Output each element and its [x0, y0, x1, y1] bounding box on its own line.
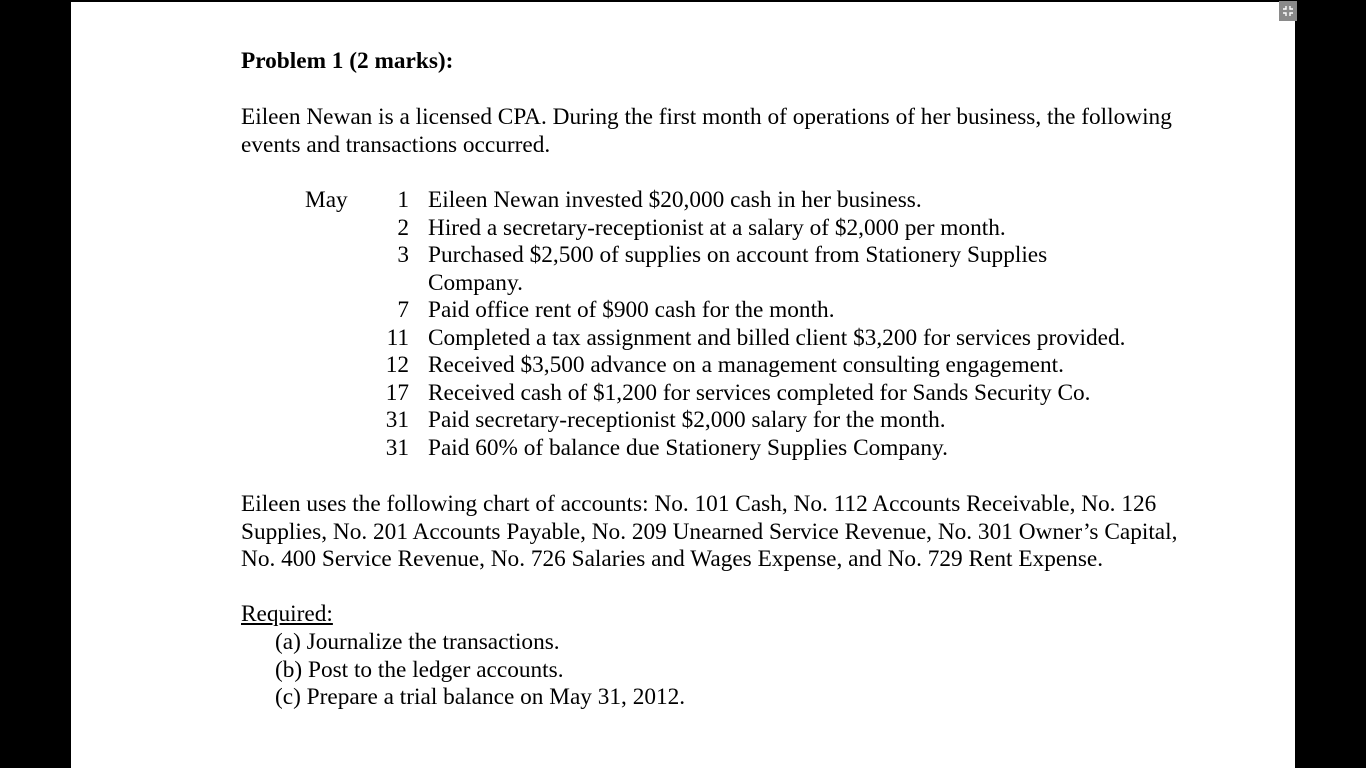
intro-line: Eileen Newan is a licensed CPA. During the first month of operations of her business, the following: [241, 104, 1172, 130]
transaction-description: Hired a secretary-receptionist at a salary of $2,000 per month.: [428, 214, 1006, 241]
transaction-description: Paid office rent of $900 cash for the month.: [428, 297, 835, 323]
fullscreen-exit-icon: [1282, 5, 1294, 17]
chart-of-accounts-line: No. 400 Service Revenue, No. 726 Salaries and Wages Expense, and No. 729 Rent Expense.: [241, 546, 1104, 572]
transaction-description: Paid 60% of balance due Stationery Supplies Company.: [428, 434, 948, 461]
transaction-description: Received cash of $1,200 for services completed for Sands Security Co.: [428, 379, 1091, 406]
transaction-description: Eileen Newan invested $20,000 cash in her business.: [428, 187, 922, 213]
required-item: (b) Post to the ledger accounts.: [275, 656, 564, 683]
transaction-description: Purchased $2,500 of supplies on account from Stationery Supplies Company.: [428, 242, 1048, 296]
transaction-day: 7: [397, 297, 409, 323]
chart-of-accounts-line: Eileen uses the following chart of accounts: No. 101 Cash, No. 112 Accounts Receivable, No. 126: [241, 491, 1157, 517]
problem-title: Problem 1 (2 marks):: [241, 48, 454, 74]
required-item: (a) Journalize the transactions.: [275, 629, 560, 655]
transaction-description: Received $3,500 advance on a management consulting engagement.: [428, 352, 1064, 378]
transaction-day: 31: [385, 407, 409, 433]
required-item: (c) Prepare a trial balance on May 31, 2012.: [275, 684, 686, 710]
chart-of-accounts-paragraph: [241, 491, 1226, 574]
transaction-day: 11: [386, 324, 409, 351]
transaction-day: 12: [385, 352, 409, 378]
transaction-day: 3: [397, 242, 409, 268]
transaction-day: 17: [385, 379, 409, 406]
transaction-month: May: [305, 187, 348, 213]
transaction-description: Completed a tax assignment and billed client $3,200 for services provided.: [428, 324, 1126, 351]
transaction-day: 1: [397, 187, 409, 213]
required-list: [275, 629, 685, 712]
intro-line: events and transactions occurred.: [241, 131, 551, 158]
chart-of-accounts-line: Supplies, No. 201 Accounts Payable, No. 209 Unearned Service Revenue, No. 301 Owner’s Capital,: [241, 518, 1178, 545]
fullscreen-exit-button[interactable]: [1279, 1, 1297, 21]
transaction-day: 2: [397, 214, 409, 241]
transaction-day: 31: [385, 434, 409, 461]
intro-paragraph: [241, 104, 1221, 159]
transaction-description: Paid secretary-receptionist $2,000 salary for the month.: [428, 407, 946, 433]
document-page: [71, 2, 1295, 768]
required-heading: Required:: [241, 601, 333, 627]
